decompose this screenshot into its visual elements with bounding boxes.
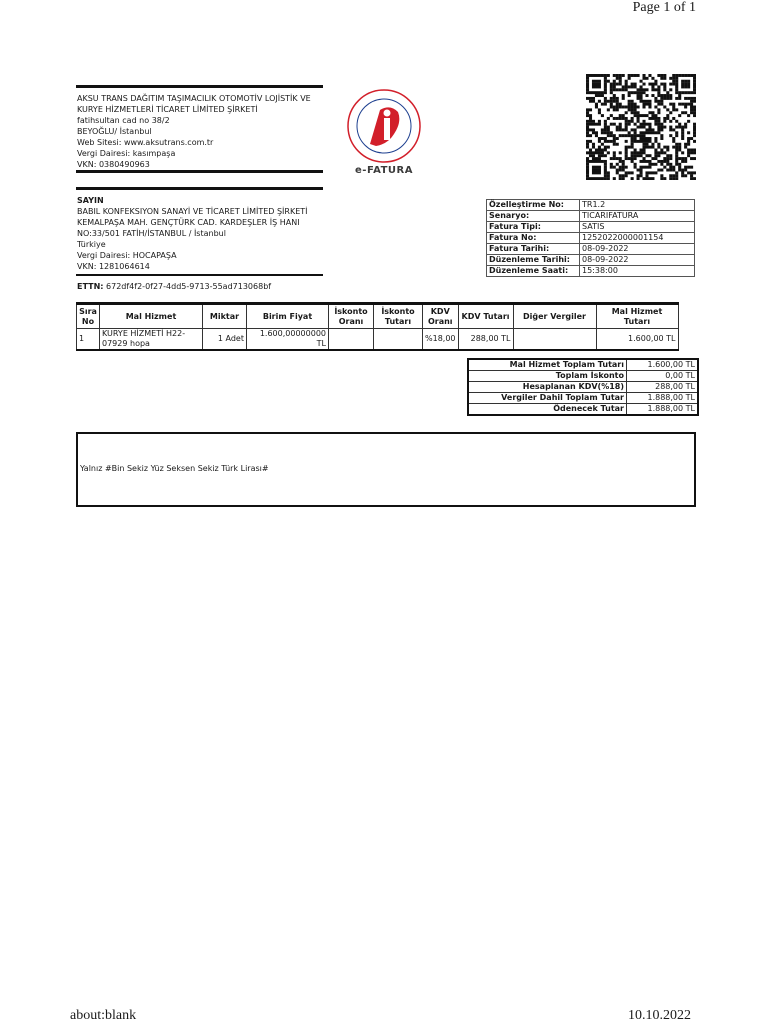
item-iskonto-tutari xyxy=(374,329,423,351)
buyer-tax-office: Vergi Dairesi: HOCAPAŞA xyxy=(77,251,177,260)
page-number: Page 1 of 1 xyxy=(632,0,696,15)
buyer-name: BABIL KONFEKSIYON SANAYİ VE TİCARET LİMİTED ŞİRKETİ xyxy=(77,207,308,216)
item-birim-fiyat: 1.600,00000000 TL xyxy=(247,329,329,351)
info-row xyxy=(487,244,695,255)
totals-label: Toplam İskonto xyxy=(468,371,627,382)
col-birim-fiyat: Birim Fiyat xyxy=(247,304,329,329)
info-row xyxy=(487,222,695,233)
ettn-value: 672df4f2-0f27-4dd5-9713-55ad713068bf xyxy=(106,282,272,291)
col-iskonto-tutari: İskonto Tutarı xyxy=(374,304,423,329)
info-value: 1252022000001154 xyxy=(580,233,695,244)
buyer-top-rule xyxy=(76,187,323,190)
items-table xyxy=(76,302,679,351)
item-kdv-orani: %18,00 xyxy=(423,329,459,351)
info-label: Düzenleme Saati: xyxy=(487,266,580,277)
totals-label: Ödenecek Tutar xyxy=(468,404,627,416)
footer-date: 10.10.2022 xyxy=(628,1008,691,1023)
info-value: 08-09-2022 xyxy=(580,255,695,266)
totals-label: Vergiler Dahil Toplam Tutar xyxy=(468,393,627,404)
buyer-vkn: VKN: 1281064614 xyxy=(77,262,150,271)
seller-tax-office: Vergi Dairesi: kasımpaşa xyxy=(77,149,176,158)
qr-code-graphic xyxy=(586,74,696,180)
seller-address: fatihsultan cad no 38/2 xyxy=(77,116,170,125)
info-row xyxy=(487,266,695,277)
col-sira-no: Sıra No xyxy=(77,304,100,329)
info-row xyxy=(487,255,695,266)
info-label: Özelleştirme No: xyxy=(487,200,580,211)
totals-row xyxy=(468,359,698,371)
info-value: 08-09-2022 xyxy=(580,244,695,255)
totals-table xyxy=(467,358,699,416)
col-mal-hizmet-tutari: Mal Hizmet Tutarı xyxy=(596,304,678,329)
seller-name-line1: AKSU TRANS DAĞITIM TAŞIMACILIK OTOMOTİV LOJİSTİK VE xyxy=(77,94,311,103)
totals-value: 0,00 TL xyxy=(627,371,699,382)
ettn-label: ETTN: xyxy=(77,282,104,291)
seller-vkn: VKN: 0380490963 xyxy=(77,160,150,169)
info-value: SATIS xyxy=(580,222,695,233)
totals-label: Mal Hizmet Toplam Tutarı xyxy=(468,359,627,371)
item-diger-vergiler xyxy=(513,329,596,351)
seller-website: Web Sitesi: www.aksutrans.com.tr xyxy=(77,138,214,147)
info-label: Senaryo: xyxy=(487,211,580,222)
item-miktar: 1 Adet xyxy=(203,329,247,351)
qr-code xyxy=(586,74,696,180)
totals-value: 1.888,00 TL xyxy=(627,404,699,416)
info-value: 15:38:00 xyxy=(580,266,695,277)
gib-logo xyxy=(346,88,422,164)
col-mal-hizmet: Mal Hizmet xyxy=(100,304,203,329)
totals-row xyxy=(468,404,698,416)
totals-label: Hesaplanan KDV(%18) xyxy=(468,382,627,393)
invoice-info-table xyxy=(486,199,695,277)
col-kdv-tutari: KDV Tutarı xyxy=(458,304,513,329)
buyer-bottom-rule xyxy=(76,274,323,276)
note-box xyxy=(76,432,696,507)
col-kdv-orani: KDV Oranı xyxy=(423,304,459,329)
seller-name-line2: KURYE HİZMETLERİ TİCARET LİMİTED ŞİRKETİ xyxy=(77,105,258,114)
item-mal-hizmet-tutari: 1.600,00 TL xyxy=(596,329,678,351)
buyer-title: SAYIN xyxy=(77,196,104,205)
item-iskonto-orani xyxy=(329,329,374,351)
totals-value: 288,00 TL xyxy=(627,382,699,393)
buyer-country: Türkiye xyxy=(77,240,106,249)
col-diger-vergiler: Diğer Vergiler xyxy=(513,304,596,329)
totals-row xyxy=(468,393,698,404)
buyer-block xyxy=(77,195,323,272)
seller-bottom-rule xyxy=(76,170,323,173)
amount-in-words: Yalnız #Bin Sekiz Yüz Seksen Sekiz Türk Lirası# xyxy=(80,464,269,473)
col-iskonto-orani: İskonto Oranı xyxy=(329,304,374,329)
info-row xyxy=(487,233,695,244)
info-value: TICARIFATURA xyxy=(580,211,695,222)
item-mal-hizmet: KURYE HİZMETİ H22-07929 hopa xyxy=(100,329,203,351)
info-label: Düzenleme Tarihi: xyxy=(487,255,580,266)
col-miktar: Miktar xyxy=(203,304,247,329)
item-kdv-tutari: 288,00 TL xyxy=(458,329,513,351)
info-label: Fatura Tipi: xyxy=(487,222,580,233)
info-label: Fatura Tarihi: xyxy=(487,244,580,255)
seller-city: BEYOĞLU/ İstanbul xyxy=(77,127,152,136)
buyer-address-line2: NO:33/501 FATİH/İSTANBUL / İstanbul xyxy=(77,229,226,238)
e-fatura-label: e-FATURA xyxy=(355,165,413,176)
info-value: TR1.2 xyxy=(580,200,695,211)
buyer-address-line1: KEMALPAŞA MAH. GENÇTÜRK CAD. KARDEŞLER İŞ HANI xyxy=(77,218,300,227)
totals-row xyxy=(468,382,698,393)
item-sira: 1 xyxy=(77,329,100,351)
info-label: Fatura No: xyxy=(487,233,580,244)
totals-value: 1.888,00 TL xyxy=(627,393,699,404)
seller-top-rule xyxy=(76,85,323,88)
totals-row xyxy=(468,371,698,382)
footer-url: about:blank xyxy=(70,1008,137,1023)
seller-block xyxy=(77,93,323,170)
table-row xyxy=(77,329,679,351)
items-header-row xyxy=(77,304,679,329)
totals-value: 1.600,00 TL xyxy=(627,359,699,371)
ettn-line xyxy=(77,282,271,291)
info-row xyxy=(487,211,695,222)
info-row xyxy=(487,200,695,211)
